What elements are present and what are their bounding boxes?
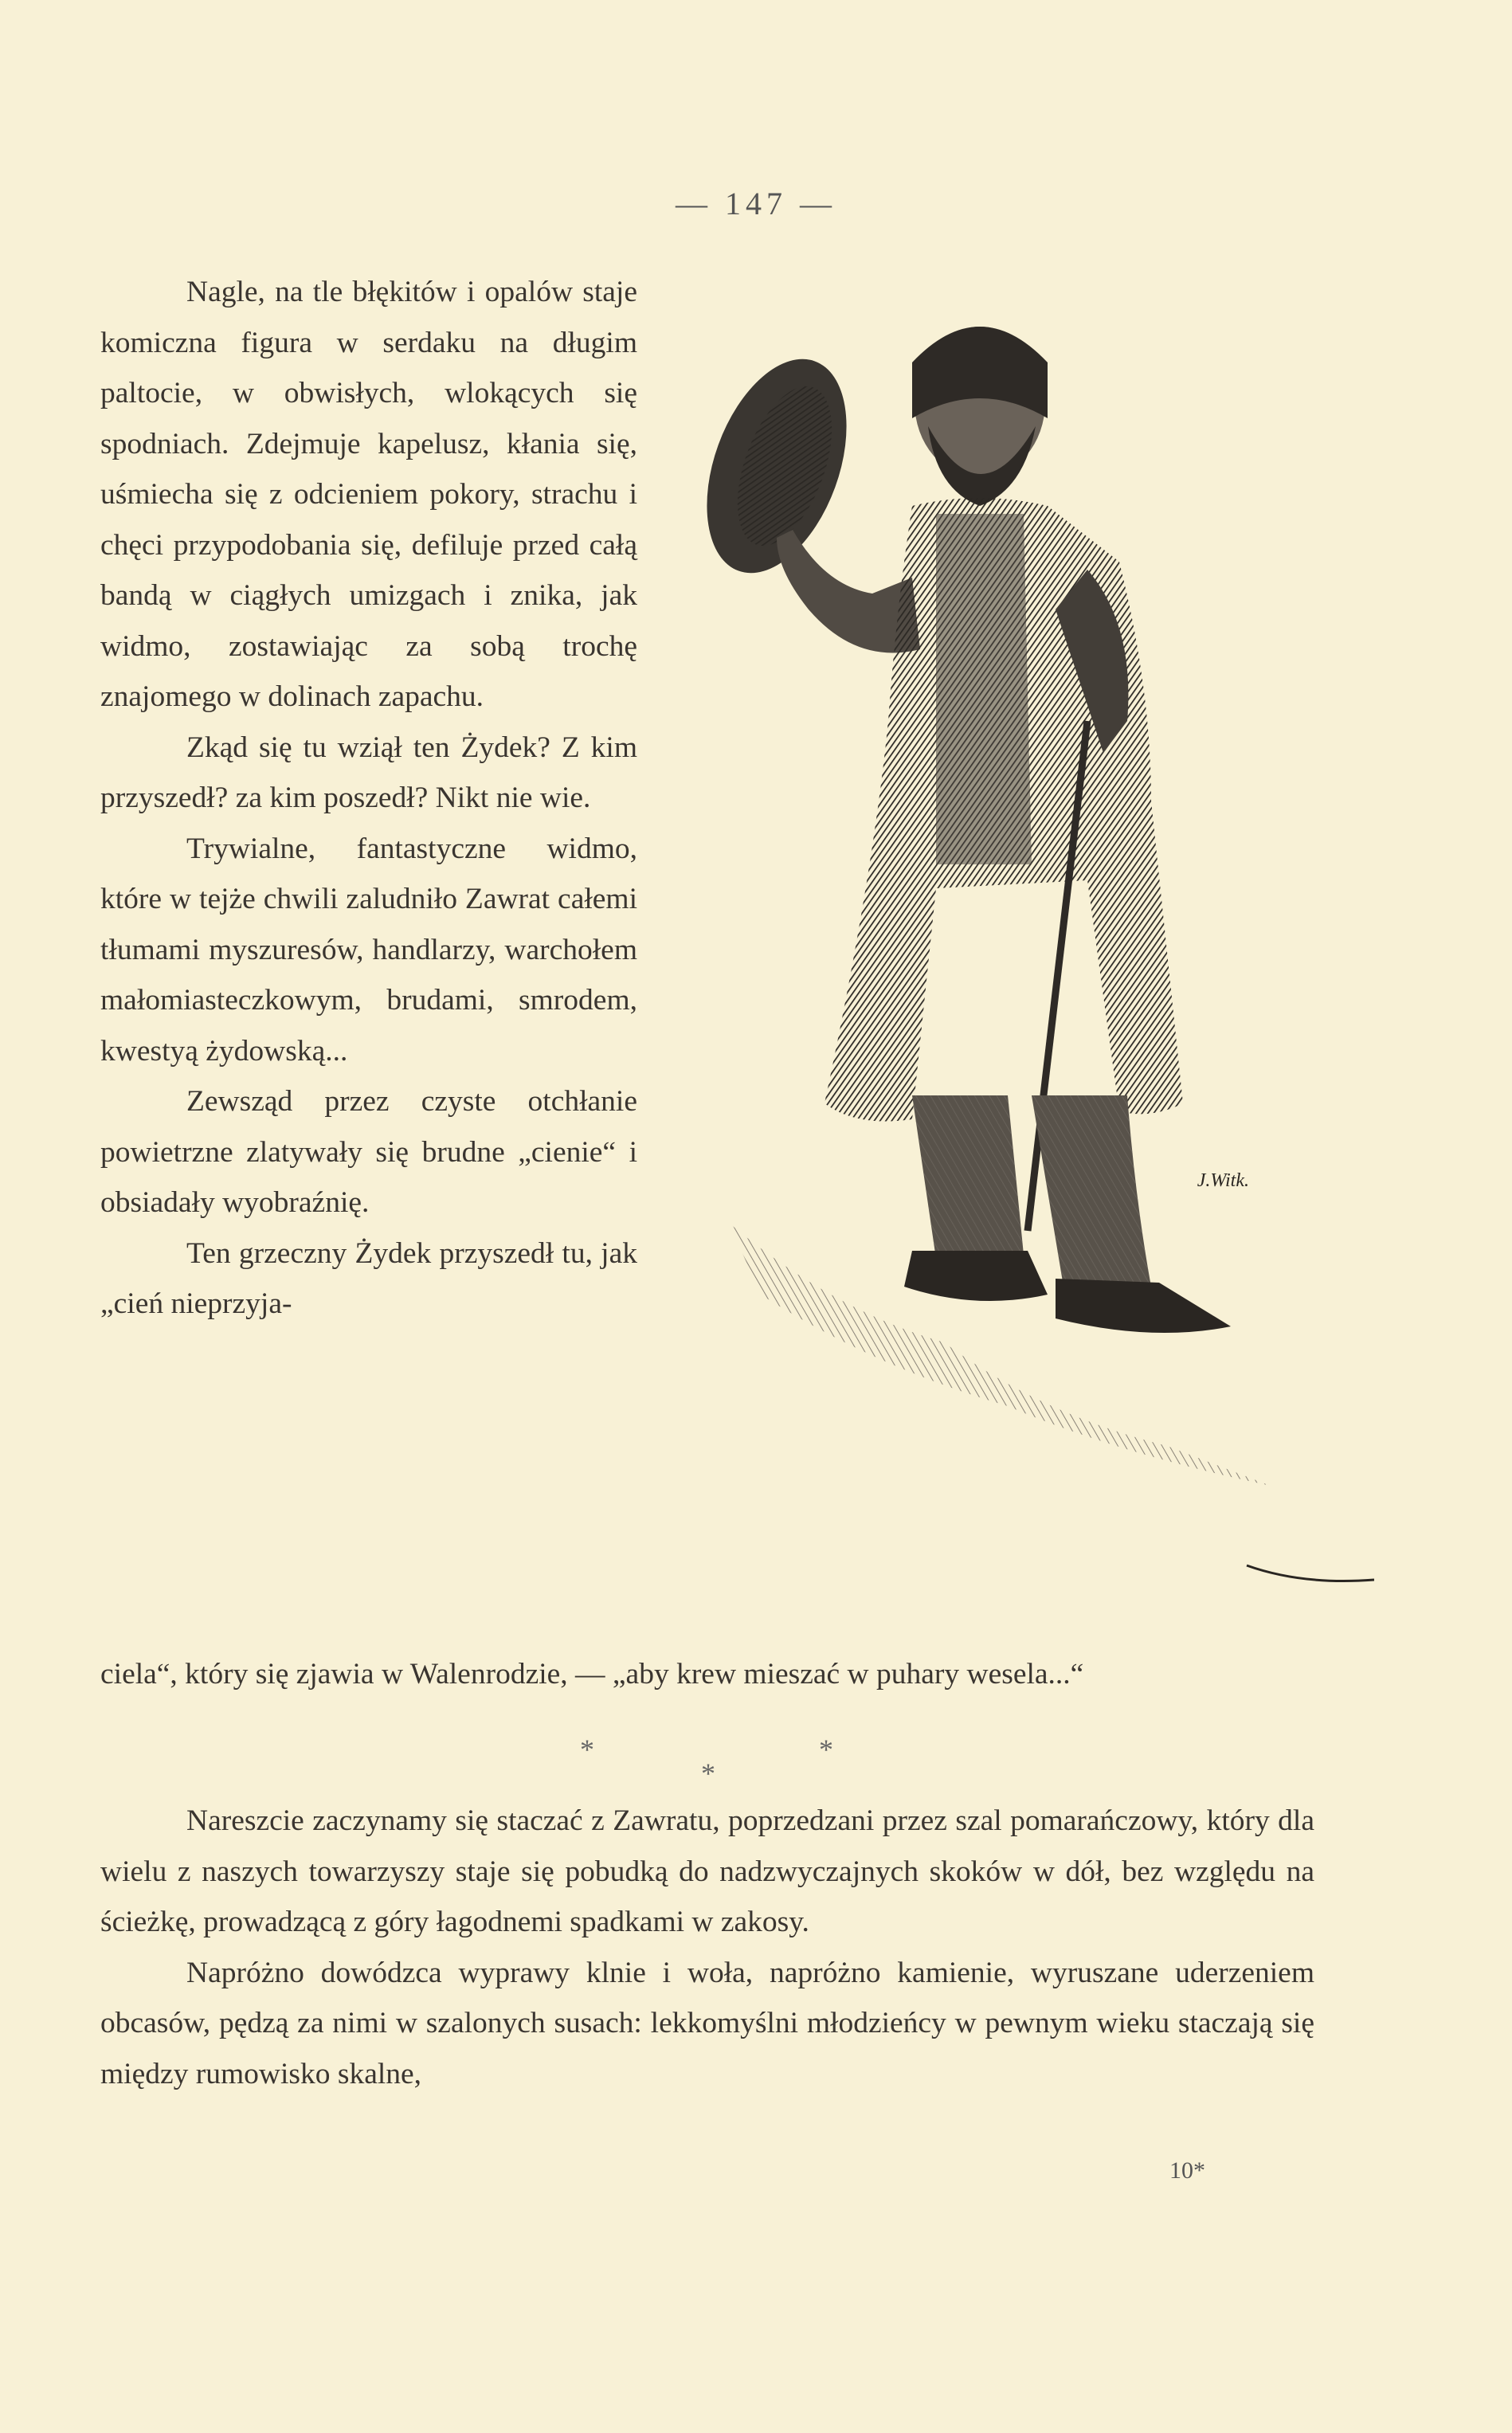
separator-star: *: [701, 1757, 715, 1789]
illustration-man-with-hat: [673, 307, 1374, 1589]
paragraph: Trywialne, fantastyczne widmo, które w tejże chwili zaludniło Zawrat całemi tłumami myszuresów, handlarzy, warchołem małomiasteczkowym, brudami, smrodem, kwestyą żydowską...: [100, 832, 637, 1068]
separator-star: *: [819, 1734, 833, 1765]
paragraph: Nareszcie zaczynamy się staczać z Zawratu, poprzedzani przez szal pomarańczowy, który dla wielu z naszych towarzyszy staje się pobudką do nadzwyczajnych skoków w dół, bez względu na ścieżkę, prowadzącą z góry łagodnemi spadkami w zakosy.: [100, 1804, 1314, 1938]
left-boot: [904, 1251, 1048, 1301]
artist-signature: J.Witk.: [1197, 1170, 1249, 1191]
page-number: — 147 —: [676, 186, 836, 221]
wide-text: [100, 1649, 1314, 1700]
paragraph: Zewsząd przez czyste otchłanie powietrzne zlatywały się brudne „cienie“ i obsiadały wyobraźnię.: [100, 1085, 637, 1219]
section-separator: [0, 1733, 1512, 1789]
paragraph: Ten grzeczny Żydek przyszedł tu, jak „cień nieprzyja-: [100, 1236, 637, 1320]
separator-star: *: [580, 1734, 594, 1765]
signature-mark: 10*: [1169, 2157, 1205, 2184]
vest: [936, 514, 1032, 864]
paragraph: Zkąd się tu wziął ten Żydek? Z kim przyszedł? za kim poszedł? Nikt nie wie.: [100, 731, 637, 814]
text-column: [100, 267, 637, 1330]
body-text: [100, 1796, 1314, 2099]
paragraph-end: ciela“, który się zjawia w Walenrodzie, — „aby krew mieszać w puhary wesela...“: [100, 1658, 1084, 1691]
paragraph: Napróżno dowódzca wyprawy klnie i woła, napróżno kamienie, wyruszane uderzeniem obcasów, pędzą za nimi w szalonych susach: lekkomyślni młodzieńcy w pewnym wieku staczają się między rumowisko skalne,: [100, 1956, 1314, 2090]
right-boot: [1056, 1279, 1231, 1333]
paragraph: Nagle, na tle błękitów i opalów staje komiczna figura w serdaku na długim paltocie, w obwisłych, wlokących się spodniach. Zdejmuje kapelusz, kłania się, uśmiecha się z odcieniem pokory, strachu i chęci przypodobania się, defiluje przed całą bandą w ciągłych umizgach i znika, jak widmo, zostawiając za sobą trochę znajomego w dolinach zapachu.: [100, 276, 637, 713]
